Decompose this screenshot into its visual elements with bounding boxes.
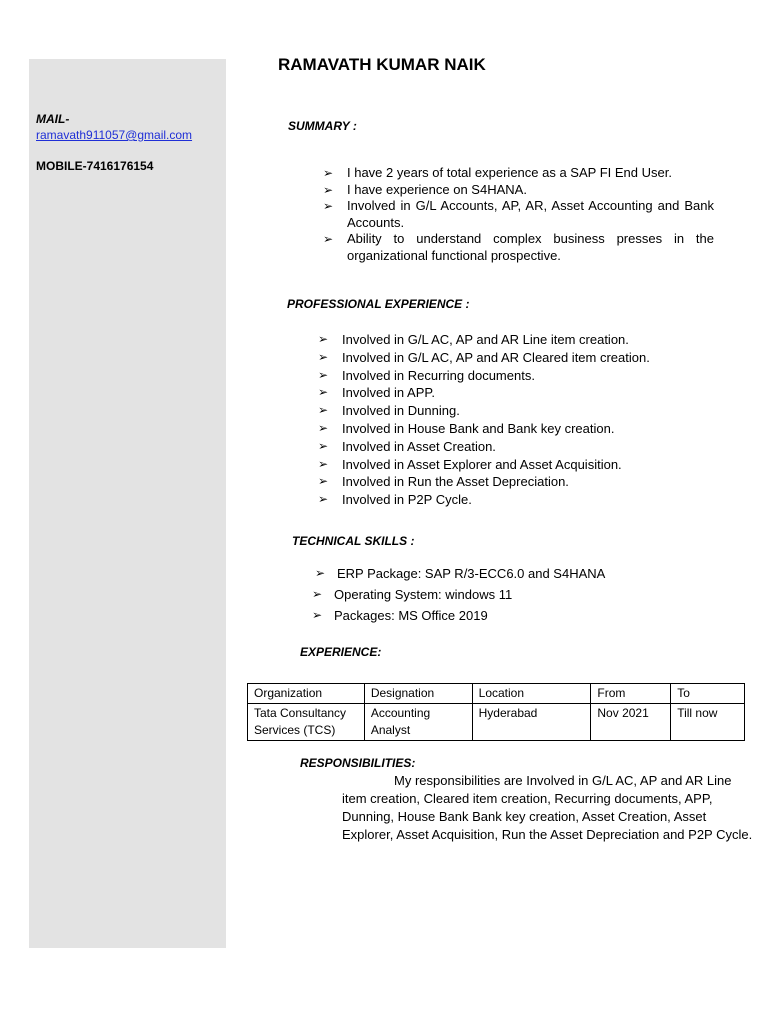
responsibilities-paragraph — [342, 772, 756, 844]
list-item: ➢ Ability to understand complex business presses in the organizational functional prospective. — [323, 231, 714, 263]
column-header: To — [671, 684, 745, 704]
email-link[interactable]: ramavath911057@gmail.com — [36, 128, 193, 142]
list-item: ➢ Involved in G/L Accounts, AP, AR, Asset Accounting and Bank Accounts. — [323, 198, 714, 230]
experience-table — [247, 683, 745, 741]
arrow-bullet-icon: ➢ — [318, 492, 329, 507]
arrow-bullet-icon: ➢ — [318, 403, 329, 418]
arrow-bullet-icon: ➢ — [312, 587, 323, 601]
experience-heading: EXPERIENCE: — [300, 645, 382, 659]
contact-sidebar — [29, 59, 226, 948]
arrow-bullet-icon: ➢ — [318, 349, 329, 364]
arrow-bullet-icon: ➢ — [315, 566, 326, 580]
arrow-bullet-icon: ➢ — [323, 182, 334, 197]
summary-heading: SUMMARY : — [288, 119, 357, 133]
list-item: ➢ I have 2 years of total experience as a SAP FI End User. — [323, 165, 672, 180]
arrow-bullet-icon: ➢ — [318, 438, 329, 453]
list-item: ➢ Packages: MS Office 2019 — [312, 608, 488, 623]
arrow-bullet-icon: ➢ — [323, 166, 334, 180]
table-row — [248, 704, 745, 741]
list-item: ➢ I have experience on S4HANA. — [323, 181, 527, 197]
professional-experience-heading: PROFESSIONAL EXPERIENCE : — [287, 297, 470, 311]
list-item: ➢ Involved in Asset Creation. — [318, 438, 496, 454]
column-header: From — [591, 684, 671, 704]
column-header: Location — [472, 684, 591, 704]
list-item: ➢ ERP Package: SAP R/3-ECC6.0 and S4HANA — [315, 566, 606, 581]
list-item: ➢ Involved in House Bank and Bank key creation. — [318, 420, 615, 436]
table-cell: Accounting Analyst — [364, 704, 472, 741]
professional-experience-list — [318, 331, 702, 509]
list-item: ➢ Involved in P2P Cycle. — [318, 492, 472, 508]
arrow-bullet-icon: ➢ — [318, 474, 329, 489]
arrow-bullet-icon: ➢ — [318, 367, 329, 382]
list-item: ➢ Operating System: windows 11 — [312, 587, 513, 602]
column-header: Designation — [364, 684, 472, 704]
list-item: ➢ Involved in Asset Explorer and Asset Acquisition. — [318, 456, 622, 472]
candidate-name: RAMAVATH KUMAR NAIK — [278, 55, 486, 74]
arrow-bullet-icon: ➢ — [312, 608, 323, 622]
technical-skills-heading: TECHNICAL SKILLS : — [292, 534, 415, 548]
mail-label: MAIL- — [36, 112, 70, 126]
arrow-bullet-icon: ➢ — [323, 232, 334, 247]
arrow-bullet-icon: ➢ — [318, 420, 329, 435]
arrow-bullet-icon: ➢ — [318, 456, 329, 471]
responsibilities-heading: RESPONSIBILITIES: — [300, 756, 416, 770]
table-cell: Tata Consultancy Services (TCS) — [248, 704, 365, 741]
table-cell: Hyderabad — [472, 704, 591, 741]
list-item: ➢ Involved in Recurring documents. — [318, 367, 535, 383]
summary-list — [323, 165, 714, 265]
column-header: Organization — [248, 684, 365, 704]
list-item: ➢ Involved in Dunning. — [318, 403, 460, 419]
responsibilities-text: My responsibilities are Involved in G/L AC, AP and AR Line item creation, Cleared item creation, Recurring documents, APP, Dunning, House Bank Bank key creation, Asset Creation, Asset Explorer, Asset Acquisition, Run the Asset Depreciation and P2P Cycle. — [342, 773, 753, 842]
list-item: ➢ Involved in Run the Asset Depreciation. — [318, 474, 569, 490]
mobile-number: MOBILE-7416176154 — [36, 159, 154, 173]
table-cell: Nov 2021 — [591, 704, 671, 741]
table-cell: Till now — [671, 704, 745, 741]
arrow-bullet-icon: ➢ — [318, 385, 329, 400]
list-item: ➢ Involved in APP. — [318, 385, 435, 401]
table-header-row — [248, 684, 745, 704]
list-item: ➢ Involved in G/L AC, AP and AR Line item creation. — [318, 332, 629, 347]
list-item: ➢ Involved in G/L AC, AP and AR Cleared item creation. — [318, 349, 650, 365]
arrow-bullet-icon: ➢ — [323, 199, 334, 214]
arrow-bullet-icon: ➢ — [318, 332, 329, 346]
